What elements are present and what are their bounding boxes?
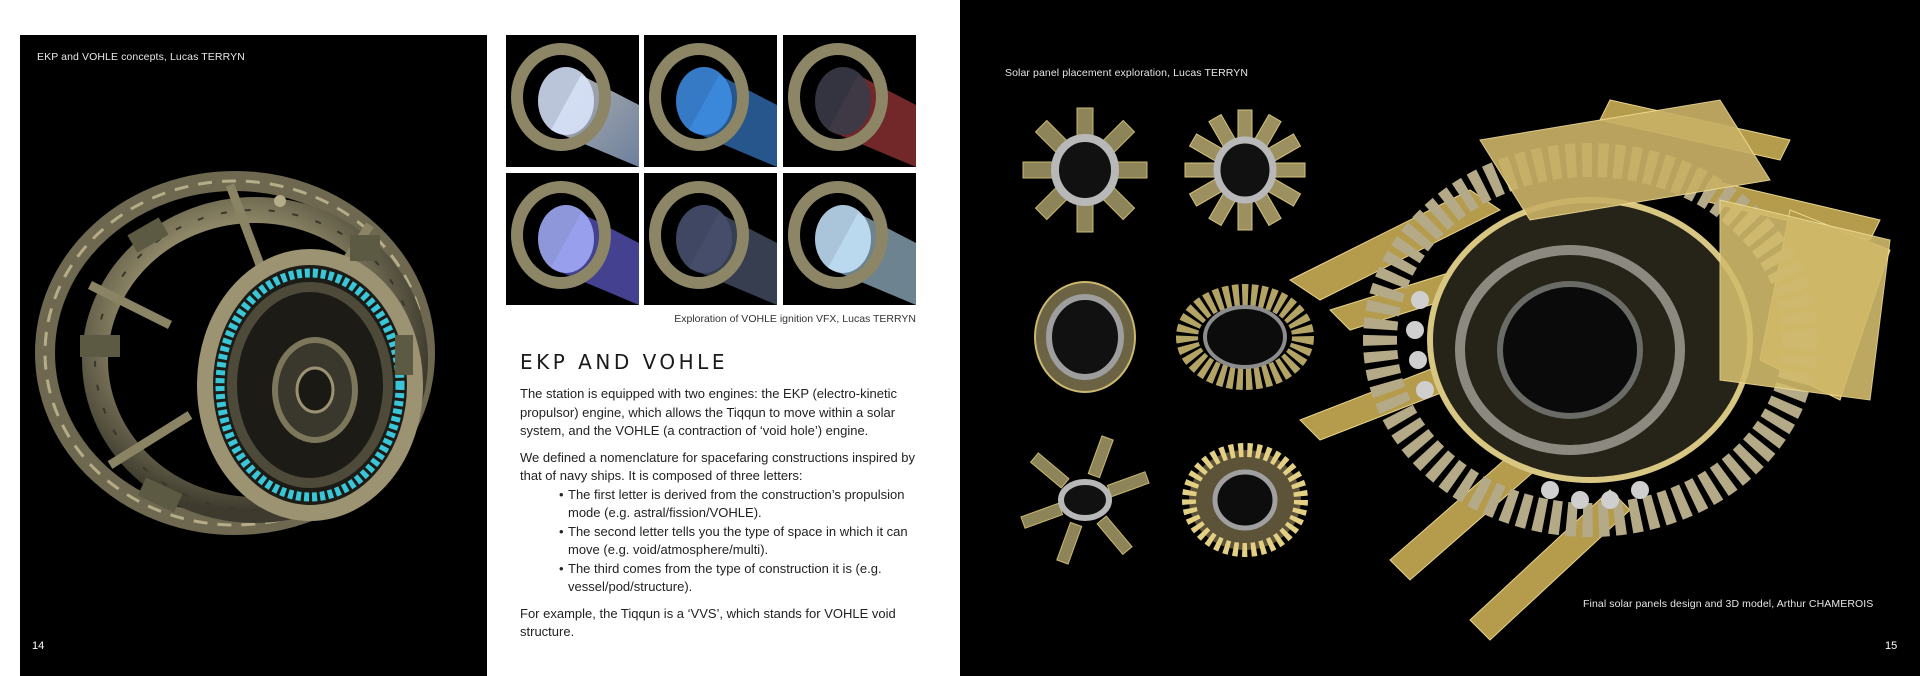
concept-image-panel [20,35,487,676]
list-item: • The second letter tells you the type of space in which it can move (e.g. void/atmosphere/multi). [560,523,920,560]
final-model-caption: Final solar panels design and 3D model, Arthur CHAMEROIS [1583,598,1874,610]
nomenclature-list [560,486,920,597]
article-paragraph: The station is equipped with two engines: the EKP (electro-kinetic propulsor) engine, which allows the Tiqqun to move within a solar system, and the VOHLE (a contraction of ‘void hole’) engine. [520,386,897,438]
right-page [960,0,1920,676]
vfx-thumbnail-grid [506,35,916,305]
vfx-thumbnail [644,173,777,305]
page-number: 15 [1885,640,1898,652]
vfx-thumbnail [644,35,777,167]
concept-image-caption: EKP and VOHLE concepts, Lucas TERRYN [37,51,245,63]
placement-caption: Solar panel placement exploration, Lucas TERRYN [1005,67,1249,79]
solar-panel-illustrations [960,0,1920,676]
article-title: EKP AND VOHLE [520,350,728,374]
final-solar-panel-model [1290,100,1890,640]
placement-variant [1023,108,1147,232]
article [520,350,920,650]
placement-variant [1189,450,1301,550]
vfx-thumbnail [783,35,916,167]
vfx-thumbnail [783,173,916,305]
article-paragraph: For example, the Tiqqun is a ‘VVS’, which stands for VOHLE void structure. [520,605,896,639]
article-paragraph: We defined a nomenclature for spacefaring constructions inspired by that of navy ships. It is composed of three letters: [520,449,916,483]
vfx-thumbnail [506,35,639,167]
placement-variant [1035,282,1135,392]
station-illustration [20,35,487,676]
placement-variant [1021,436,1149,564]
placement-variant [1185,110,1305,230]
vfx-thumbnail [506,173,639,305]
list-item: • The first letter is derived from the construction’s propulsion mode (e.g. astral/fission/VOHLE). [560,486,920,523]
list-item: • The third comes from the type of construction it is (e.g. vessel/pod/structure). [560,560,920,597]
placement-variant [1187,295,1303,379]
vfx-caption: Exploration of VOHLE ignition VFX, Lucas TERRYN [674,313,916,325]
page-number: 14 [32,640,45,652]
